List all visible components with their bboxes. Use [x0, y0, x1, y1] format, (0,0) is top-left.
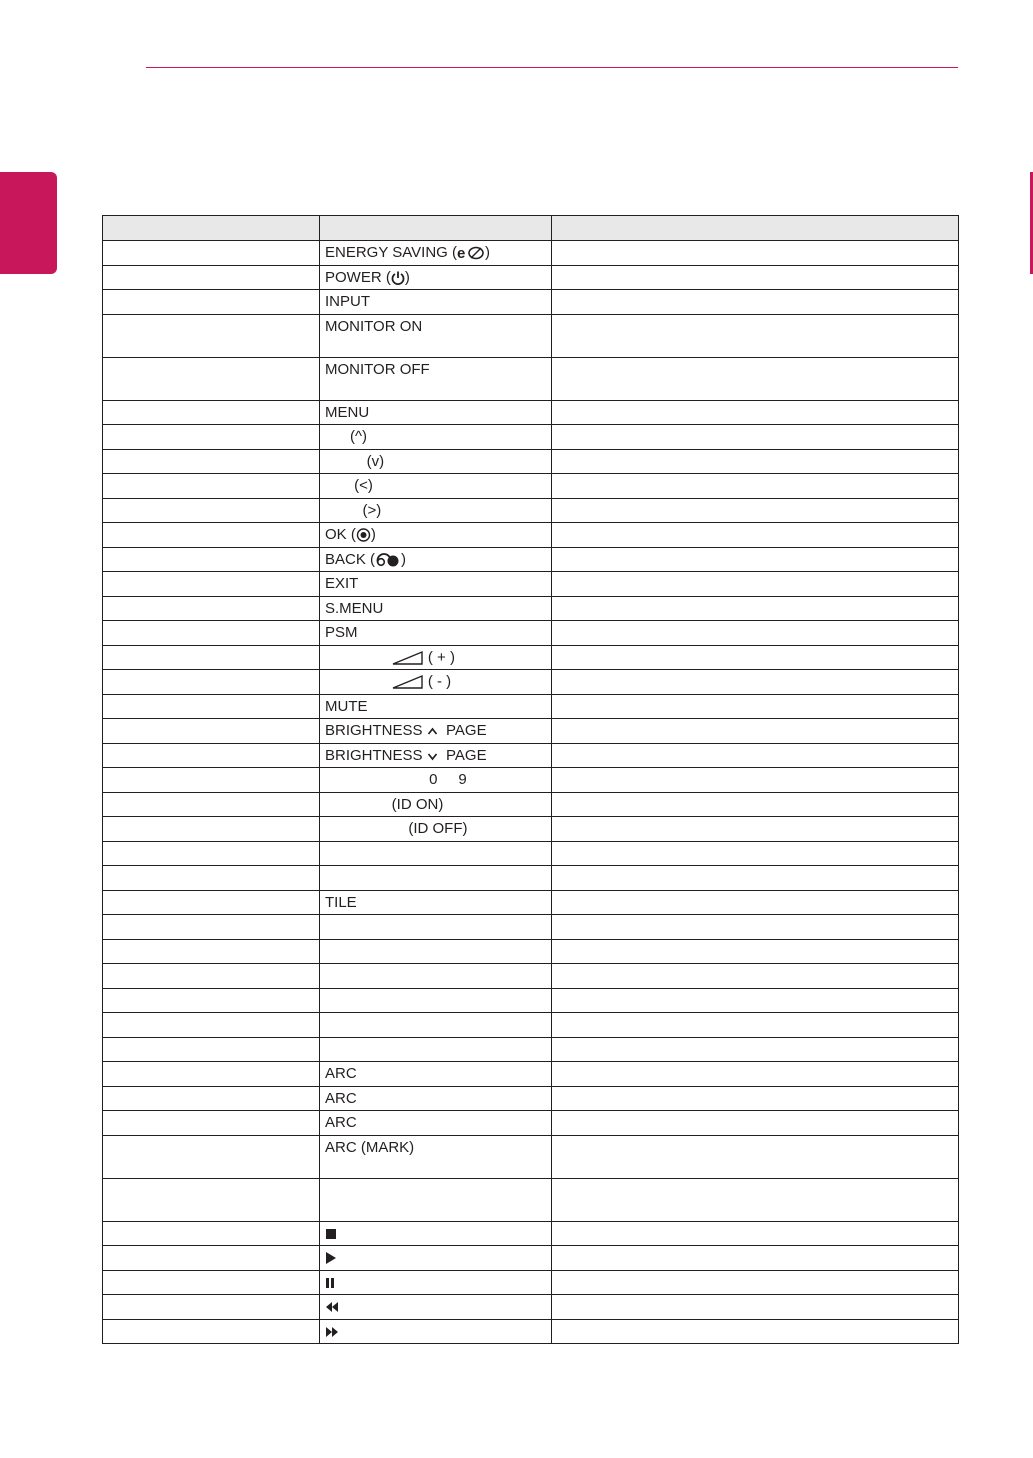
button-cell — [320, 449, 552, 474]
code-cell — [552, 314, 959, 357]
button-label — [325, 649, 392, 666]
button-label-suffix: PAGE — [437, 722, 487, 739]
table-row — [103, 670, 959, 695]
button-label: MENU — [325, 403, 370, 421]
button-label-suffix: ) — [404, 268, 410, 286]
table-row — [103, 1221, 959, 1246]
key-cell — [103, 357, 320, 400]
table-row — [103, 449, 959, 474]
button-cell — [320, 694, 552, 719]
table-row — [103, 400, 959, 425]
key-cell — [103, 572, 320, 597]
code-cell — [552, 1062, 959, 1087]
button-label: (ID OFF) — [325, 820, 468, 837]
button-label: MUTE — [325, 697, 368, 715]
code-cell — [552, 241, 959, 266]
button-cell — [320, 1221, 552, 1246]
button-label: ARC — [325, 1089, 357, 1107]
code-cell — [552, 1295, 959, 1320]
key-cell — [103, 547, 320, 572]
svg-text:e: e — [456, 245, 466, 262]
code-cell — [552, 474, 959, 499]
table-row — [103, 1178, 959, 1221]
table-row — [103, 1013, 959, 1038]
button-cell — [320, 357, 552, 400]
key-cell — [103, 719, 320, 744]
button-cell — [320, 314, 552, 357]
table-row — [103, 596, 959, 621]
button-label-suffix: ) — [484, 244, 490, 261]
button-label-suffix: ( - ) — [423, 673, 452, 690]
header-cell — [320, 216, 552, 241]
key-cell — [103, 474, 320, 499]
button-label: OK ( — [325, 526, 356, 543]
button-cell — [320, 988, 552, 1013]
button-label: (^) — [325, 428, 368, 445]
button-label: POWER ( — [325, 268, 391, 286]
button-cell — [320, 890, 552, 915]
code-cell — [552, 523, 959, 548]
button-label — [325, 673, 392, 690]
button-cell — [320, 964, 552, 989]
button-label: BACK ( — [325, 550, 376, 568]
button-label: TILE — [325, 893, 357, 911]
key-cell — [103, 425, 320, 450]
button-label: EXIT — [325, 575, 359, 592]
power-icon — [391, 270, 405, 286]
button-cell — [320, 290, 552, 315]
button-cell — [320, 400, 552, 425]
button-cell — [320, 1062, 552, 1087]
button-cell — [320, 241, 552, 266]
key-cell — [103, 596, 320, 621]
key-cell — [103, 621, 320, 646]
code-cell — [552, 357, 959, 400]
energy-saving-icon — [457, 245, 485, 261]
key-cell — [103, 400, 320, 425]
table-row — [103, 939, 959, 964]
volume-icon — [392, 674, 424, 690]
button-cell — [320, 1319, 552, 1344]
button-cell — [320, 572, 552, 597]
table-row — [103, 1111, 959, 1136]
rewind-icon — [325, 1300, 339, 1314]
key-cell — [103, 890, 320, 915]
key-cell — [103, 866, 320, 891]
table-row — [103, 1062, 959, 1087]
key-cell — [103, 1221, 320, 1246]
key-cell — [103, 743, 320, 768]
ok-icon — [356, 527, 371, 543]
table-row — [103, 890, 959, 915]
table-row — [103, 1270, 959, 1295]
key-cell — [103, 694, 320, 719]
button-label: BRIGHTNESS — [325, 746, 427, 764]
code-cell — [552, 964, 959, 989]
button-cell — [320, 523, 552, 548]
button-cell — [320, 425, 552, 450]
table-row — [103, 768, 959, 793]
key-cell — [103, 939, 320, 964]
button-label-suffix: ( + ) — [423, 648, 455, 666]
button-label: INPUT — [325, 293, 370, 310]
key-cell — [103, 1086, 320, 1111]
button-label: S.MENU — [325, 599, 384, 617]
key-cell — [103, 915, 320, 940]
table-header-row — [103, 216, 959, 241]
button-cell — [320, 1111, 552, 1136]
key-cell — [103, 1246, 320, 1271]
code-cell — [552, 670, 959, 695]
button-label: (v) — [325, 452, 385, 470]
button-cell — [320, 1295, 552, 1320]
key-cell — [103, 523, 320, 548]
button-label-suffix: PAGE — [437, 746, 487, 764]
table-row — [103, 290, 959, 315]
key-cell — [103, 988, 320, 1013]
code-cell — [552, 768, 959, 793]
button-cell — [320, 768, 552, 793]
table-row — [103, 719, 959, 744]
table-row — [103, 1135, 959, 1178]
key-cell — [103, 841, 320, 866]
code-cell — [552, 425, 959, 450]
code-cell — [552, 498, 959, 523]
pause-icon — [325, 1276, 337, 1290]
code-cell — [552, 449, 959, 474]
button-cell — [320, 743, 552, 768]
button-label: ARC (MARK) — [325, 1138, 415, 1156]
key-cell — [103, 1037, 320, 1062]
button-label: MONITOR OFF — [325, 360, 430, 378]
key-cell — [103, 1270, 320, 1295]
volume-icon — [392, 650, 424, 666]
code-cell — [552, 547, 959, 572]
table-row — [103, 1086, 959, 1111]
key-cell — [103, 670, 320, 695]
code-cell — [552, 1246, 959, 1271]
code-cell — [552, 1221, 959, 1246]
table-row — [103, 474, 959, 499]
button-cell — [320, 719, 552, 744]
code-cell — [552, 1013, 959, 1038]
table-row — [103, 621, 959, 646]
caret-up-icon — [427, 724, 438, 738]
key-cell — [103, 1319, 320, 1344]
table-row — [103, 547, 959, 572]
caret-down-icon — [427, 749, 438, 763]
code-cell — [552, 400, 959, 425]
button-cell — [320, 1037, 552, 1062]
button-cell — [320, 1086, 552, 1111]
code-cell — [552, 841, 959, 866]
header-cell — [103, 216, 320, 241]
key-cell — [103, 792, 320, 817]
button-label: (<) — [325, 477, 373, 494]
table-row — [103, 964, 959, 989]
button-label: PSM — [325, 624, 358, 641]
button-cell — [320, 670, 552, 695]
button-label: BRIGHTNESS — [325, 722, 427, 739]
key-cell — [103, 1111, 320, 1136]
chapter-tab — [0, 172, 57, 274]
key-cell — [103, 498, 320, 523]
code-cell — [552, 621, 959, 646]
code-cell — [552, 817, 959, 842]
table-row — [103, 265, 959, 290]
table-row — [103, 357, 959, 400]
button-cell — [320, 1013, 552, 1038]
code-cell — [552, 1111, 959, 1136]
button-cell — [320, 939, 552, 964]
button-cell — [320, 792, 552, 817]
code-cell — [552, 1270, 959, 1295]
play-icon — [325, 1251, 337, 1265]
key-cell — [103, 290, 320, 315]
key-cell — [103, 449, 320, 474]
button-label-suffix: ) — [370, 526, 376, 543]
table-row — [103, 841, 959, 866]
code-cell — [552, 572, 959, 597]
code-cell — [552, 645, 959, 670]
header-cell — [552, 216, 959, 241]
code-cell — [552, 1037, 959, 1062]
code-cell — [552, 265, 959, 290]
code-cell — [552, 890, 959, 915]
button-label-suffix: ) — [401, 550, 407, 568]
button-label: ARC — [325, 1065, 357, 1082]
button-cell — [320, 1270, 552, 1295]
key-cell — [103, 1013, 320, 1038]
table-row — [103, 1319, 959, 1344]
button-cell — [320, 915, 552, 940]
table-row — [103, 792, 959, 817]
table-row — [103, 743, 959, 768]
header-rule — [146, 67, 958, 68]
button-cell — [320, 1135, 552, 1178]
code-cell — [552, 719, 959, 744]
table-row — [103, 1295, 959, 1320]
button-cell — [320, 474, 552, 499]
key-cell — [103, 1135, 320, 1178]
table-row — [103, 314, 959, 357]
key-cell — [103, 645, 320, 670]
code-cell — [552, 743, 959, 768]
button-cell — [320, 596, 552, 621]
fast-forward-icon — [325, 1325, 339, 1339]
key-cell — [103, 1178, 320, 1221]
button-label: MONITOR ON — [325, 317, 423, 335]
key-cell — [103, 768, 320, 793]
button-label: (ID ON) — [325, 795, 444, 813]
code-cell — [552, 694, 959, 719]
table-row — [103, 1246, 959, 1271]
button-label: ARC — [325, 1114, 357, 1131]
key-cell — [103, 964, 320, 989]
code-cell — [552, 1135, 959, 1178]
button-cell — [320, 1246, 552, 1271]
back-icon — [375, 552, 401, 568]
stop-icon — [325, 1227, 337, 1241]
key-cell — [103, 817, 320, 842]
code-cell — [552, 1319, 959, 1344]
code-cell — [552, 915, 959, 940]
button-label: (>) — [325, 501, 382, 519]
key-cell — [103, 314, 320, 357]
table-row — [103, 523, 959, 548]
code-cell — [552, 988, 959, 1013]
key-cell — [103, 1295, 320, 1320]
code-cell — [552, 1086, 959, 1111]
button-label: ENERGY SAVING ( — [325, 244, 457, 261]
code-cell — [552, 792, 959, 817]
key-cell — [103, 1062, 320, 1087]
button-cell — [320, 645, 552, 670]
table-row — [103, 241, 959, 266]
button-cell — [320, 265, 552, 290]
key-cell — [103, 241, 320, 266]
table-row — [103, 988, 959, 1013]
table-row — [103, 572, 959, 597]
button-cell — [320, 621, 552, 646]
button-cell — [320, 547, 552, 572]
ir-code-table — [102, 215, 959, 1344]
table-row — [103, 498, 959, 523]
table-row — [103, 915, 959, 940]
button-label: 0 9 — [325, 771, 467, 788]
code-cell — [552, 290, 959, 315]
table-row — [103, 1037, 959, 1062]
table-row — [103, 425, 959, 450]
code-cell — [552, 939, 959, 964]
key-cell — [103, 265, 320, 290]
code-cell — [552, 596, 959, 621]
button-cell — [320, 817, 552, 842]
button-cell — [320, 841, 552, 866]
button-cell — [320, 498, 552, 523]
table-row — [103, 817, 959, 842]
table-row — [103, 645, 959, 670]
table-row — [103, 866, 959, 891]
button-cell — [320, 866, 552, 891]
table-row — [103, 694, 959, 719]
code-cell — [552, 866, 959, 891]
code-cell — [552, 1178, 959, 1221]
button-cell — [320, 1178, 552, 1221]
